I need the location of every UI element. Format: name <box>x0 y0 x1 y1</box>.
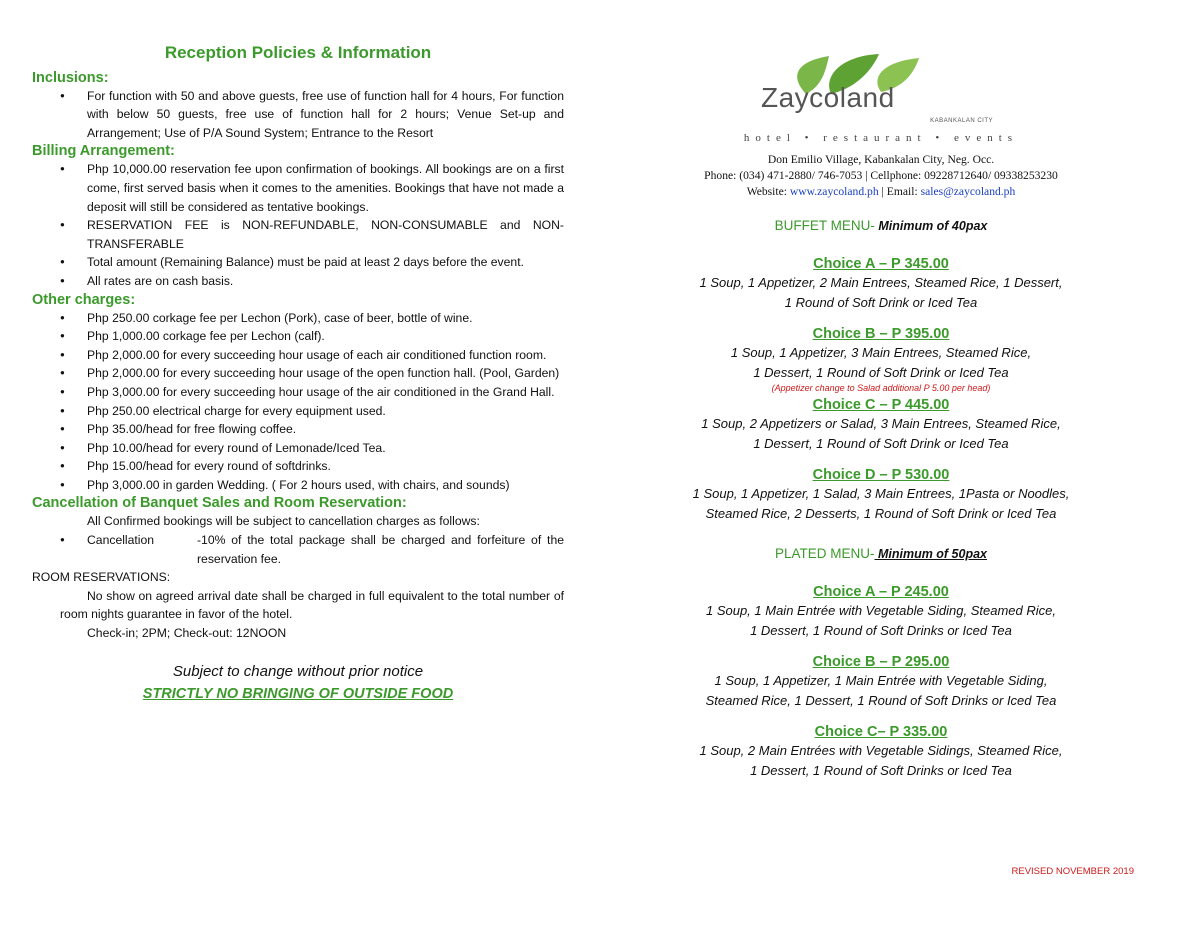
room-reservations-text: No show on agreed arrival date shall be charged in full equivalent to the total number of room nights guarantee in favor of the hotel. <box>60 588 564 622</box>
plated-choice-a-line: 1 Soup, 1 Main Entrée with Vegetable Siding, Steamed Rice, <box>705 603 1056 618</box>
email-link[interactable]: sales@zaycoland.ph <box>920 185 1016 198</box>
plated-choice-b-line: Steamed Rice, 1 Dessert, 1 Round of Soft Drinks or Iced Tea <box>705 693 1057 708</box>
revision-date: REVISED NOVEMBER 2019 <box>1011 866 1134 877</box>
brand-name: Zaycoland <box>761 82 895 113</box>
billing-heading: Billing Arrangement: <box>32 143 175 160</box>
plated-choice-c-line: 1 Dessert, 1 Round of Soft Drinks or Iced Tea <box>750 763 1012 778</box>
plated-minimum: Minimum of 50pax <box>874 547 988 561</box>
plated-choice-c-title: Choice C– P 335.00 <box>814 724 948 740</box>
billing-list <box>32 160 564 290</box>
buffet-choice-c-line: 1 Dessert, 1 Round of Soft Drink or Iced Tea <box>753 436 1009 451</box>
list-item: ● Php 15.00/head for every round of softdrinks. <box>32 457 564 476</box>
buffet-choice-a-title: Choice A – P 345.00 <box>813 256 949 272</box>
phone: Phone: (034) 471-2880/ 746-7053 | Cellphone: 09228712640/ 09338253230 <box>704 169 1058 182</box>
change-notice: Subject to change without prior notice <box>172 662 424 680</box>
contact-block <box>640 152 1122 200</box>
plated-menu-heading <box>640 546 1122 561</box>
plated-choice-b-title: Choice B – P 295.00 <box>812 654 950 670</box>
website-link[interactable]: www.zaycoland.ph <box>789 185 879 198</box>
inclusions-list <box>32 87 564 143</box>
page-title: Reception Policies & Information <box>164 43 432 62</box>
list-item: ● Php 10,000.00 reservation fee upon confirmation of bookings. All bookings are on a first come, first served basis when it comes to the amenities. Bookings that have not made a deposit will still be considered as tentative bookings. <box>32 160 564 216</box>
outside-food-notice: STRICTLY NO BRINGING OF OUTSIDE FOOD <box>142 685 454 702</box>
buffet-menu-label: BUFFET MENU- <box>774 218 875 233</box>
buffet-choice-a-line: 1 Round of Soft Drink or Iced Tea <box>784 295 978 310</box>
buffet-choice-c-line: 1 Soup, 2 Appetizers or Salad, 3 Main Entrees, Steamed Rice, <box>701 416 1061 431</box>
buffet-choice-d-title: Choice D – P 530.00 <box>812 467 950 483</box>
other-charges-heading: Other charges: <box>32 291 136 308</box>
appetizer-note: (Appetizer change to Salad additional P 5.00 per head) <box>771 383 991 393</box>
list-item: ● Php 2,000.00 for every succeeding hour usage of each air conditioned function room. <box>32 346 564 365</box>
checkin-text: Check-in; 2PM; Check-out: 12NOON <box>87 626 287 641</box>
email-label: | Email: <box>878 185 921 198</box>
tagline: hotel • restaurant • events <box>743 132 1019 144</box>
cancellation-heading: Cancellation of Banquet Sales and Room Reservation: <box>32 495 407 512</box>
policies-column <box>32 44 564 705</box>
inclusions-heading: Inclusions: <box>32 69 109 86</box>
other-charges-list <box>32 309 564 495</box>
cancellation-list <box>32 531 564 568</box>
buffet-choice-b-title: Choice B – P 395.00 <box>812 326 950 342</box>
buffet-choice-d-line: Steamed Rice, 2 Desserts, 1 Round of Soft Drink or Iced Tea <box>705 506 1057 521</box>
cancellation-text: -10% of the total package shall be charged and forfeiture of the reservation fee. <box>197 533 564 566</box>
list-item: ● Php 250.00 corkage fee per Lechon (Pork), case of beer, bottle of wine. <box>32 309 564 328</box>
cancellation-label: ● Cancellation <box>87 533 155 548</box>
buffet-menu-heading <box>640 218 1122 233</box>
list-item: ● Php 35.00/head for free flowing coffee. <box>32 420 564 439</box>
list-item: ● Php 10.00/head for every round of Lemonade/Iced Tea. <box>32 439 564 458</box>
buffet-choice-c-title: Choice C – P 445.00 <box>812 397 950 413</box>
room-reservations-heading: ROOM RESERVATIONS: <box>32 570 171 585</box>
list-item: ● RESERVATION FEE is NON-REFUNDABLE, NON-CONSUMABLE and NON-TRANSFERABLE <box>32 216 564 253</box>
list-item: ● All rates are on cash basis. <box>32 272 564 291</box>
list-item: ● For function with 50 and above guests, free use of function hall for 4 hours, For function with below 50 guests, free use of function hall for 2 hours; Venue Set-up and Arrangement; Use of P/A Sound System; Entrance to the Resort <box>32 87 564 143</box>
plated-choice-a-line: 1 Dessert, 1 Round of Soft Drinks or Iced Tea <box>750 623 1012 638</box>
buffet-choice-d-line: 1 Soup, 1 Appetizer, 1 Salad, 3 Main Entrees, 1Pasta or Noodles, <box>692 486 1070 501</box>
brand-city: KABANKALAN CITY <box>930 118 993 124</box>
menu-column <box>640 48 1122 781</box>
list-item <box>32 531 564 568</box>
list-item: ● Php 2,000.00 for every succeeding hour usage of the open function hall. (Pool, Garden) <box>32 364 564 383</box>
website-label: Website: <box>746 185 790 198</box>
buffet-choice-a-line: 1 Soup, 1 Appetizer, 2 Main Entrees, Steamed Rice, 1 Dessert, <box>699 275 1063 290</box>
address: Don Emilio Village, Kabankalan City, Neg. Occ. <box>767 153 995 166</box>
list-item: ● Total amount (Remaining Balance) must be paid at least 2 days before the event. <box>32 253 564 272</box>
list-item: ● Php 1,000.00 corkage fee per Lechon (calf). <box>32 327 564 346</box>
plated-menu-label: PLATED MENU- <box>774 546 875 561</box>
plated-choice-c-line: 1 Soup, 2 Main Entrées with Vegetable Sidings, Steamed Rice, <box>699 743 1063 758</box>
plated-choice-b-line: 1 Soup, 1 Appetizer, 1 Main Entrée with Vegetable Siding, <box>714 673 1048 688</box>
cancellation-intro: All Confirmed bookings will be subject to cancellation charges as follows: <box>87 514 480 529</box>
list-item: ● Php 3,000.00 in garden Wedding. ( For 2 hours used, with chairs, and sounds) <box>32 476 564 495</box>
list-item: ● Php 250.00 electrical charge for every equipment used. <box>32 402 564 421</box>
buffet-minimum: Minimum of 40pax <box>874 219 988 233</box>
buffet-choice-b-line: 1 Soup, 1 Appetizer, 3 Main Entrees, Steamed Rice, <box>730 345 1032 360</box>
list-item: ● Php 3,000.00 for every succeeding hour usage of the air conditioned in the Grand Hall. <box>32 383 564 402</box>
plated-choice-a-title: Choice A – P 245.00 <box>813 584 949 600</box>
buffet-choice-b-line: 1 Dessert, 1 Round of Soft Drink or Iced Tea <box>753 365 1009 380</box>
zaycoland-logo <box>751 48 1011 138</box>
web-email-line <box>640 184 1122 200</box>
